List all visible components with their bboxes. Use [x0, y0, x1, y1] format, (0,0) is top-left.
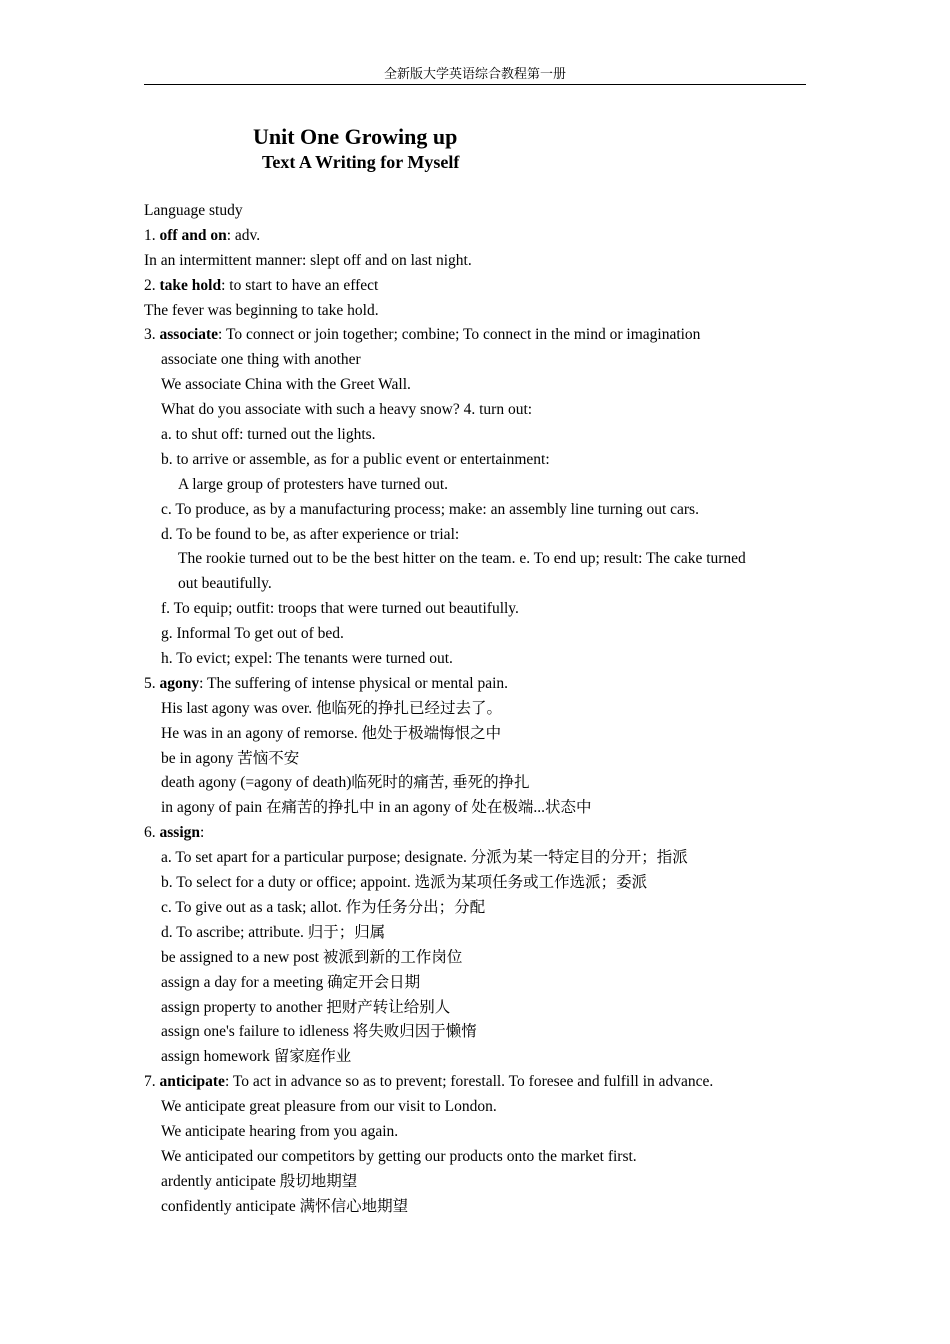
text-line — [144, 1120, 806, 1145]
text-line — [144, 946, 806, 971]
text-line — [144, 1070, 806, 1095]
text-line — [144, 971, 806, 996]
line-text: f. To equip; outfit: troops that were turned out beautifully. — [161, 600, 519, 618]
text-line — [144, 597, 806, 622]
line-text: be in agony 苦恼不安 — [161, 749, 300, 767]
text-line — [144, 448, 806, 473]
entry-term: take hold — [159, 276, 222, 294]
text-subtitle: Text A Writing for Myself — [262, 152, 460, 172]
text-line — [144, 1045, 806, 1070]
text-line — [144, 747, 806, 772]
line-text: b. To select for a duty or office; appoint. 选派为某项任务或工作选派；委派 — [161, 874, 648, 892]
text-line — [144, 771, 806, 796]
entry-term: assign — [159, 824, 200, 842]
line-text: We anticipated our competitors by getting our products onto the market first. — [161, 1147, 637, 1165]
entry-number: 6. — [144, 824, 160, 842]
line-text: g. Informal To get out of bed. — [161, 625, 344, 643]
text-line — [144, 697, 806, 722]
line-text: be assigned to a new post 被派到新的工作岗位 — [161, 948, 463, 966]
line-text: b. to arrive or assemble, as for a public event or entertainment: — [161, 450, 550, 468]
text-line — [144, 547, 806, 572]
running-header: 全新版大学英语综合教程第一册 — [144, 66, 806, 85]
entry-number: 5. — [144, 674, 160, 692]
text-line — [144, 498, 806, 523]
text-line — [144, 249, 806, 274]
unit-title: Unit One Growing up — [253, 124, 458, 149]
line-text: : — [200, 824, 205, 842]
text-line — [144, 672, 806, 697]
text-line — [144, 523, 806, 548]
line-text: a. to shut off: turned out the lights. — [161, 426, 376, 444]
line-text: in agony of pain 在痛苦的挣扎中 in an agony of 处在极端...状态中 — [161, 799, 592, 817]
line-text: assign a day for a meeting 确定开会日期 — [161, 973, 421, 991]
entry-number: 1. — [144, 226, 160, 244]
language-study-body — [144, 199, 806, 1220]
line-text: out beautifully. — [178, 575, 272, 593]
text-line — [144, 796, 806, 821]
line-text: assign homework 留家庭作业 — [161, 1048, 352, 1066]
text-line — [144, 1095, 806, 1120]
text-line — [144, 622, 806, 647]
line-text: death agony (=agony of death)临死时的痛苦, 垂死的挣扎 — [161, 774, 530, 792]
entry-term: agony — [159, 674, 200, 692]
entry-number: 7. — [144, 1073, 160, 1091]
text-line — [144, 373, 806, 398]
text-line — [144, 199, 806, 224]
line-text: associate one thing with another — [161, 351, 361, 369]
line-text: ardently anticipate 殷切地期望 — [161, 1172, 358, 1190]
text-line — [144, 996, 806, 1021]
text-line — [144, 473, 806, 498]
line-text: We anticipate hearing from you again. — [161, 1122, 399, 1140]
line-text: d. To ascribe; attribute. 归于；归属 — [161, 923, 386, 941]
line-text: : To connect or join together; combine; To connect in the mind or imagination — [218, 326, 701, 344]
line-text: assign one's failure to idleness 将失败归因于懒惰 — [161, 1023, 477, 1041]
text-line — [144, 871, 806, 896]
text-line — [144, 348, 806, 373]
text-line — [144, 323, 806, 348]
line-text: : The suffering of intense physical or mental pain. — [199, 674, 509, 692]
line-text: d. To be found to be, as after experience or trial: — [161, 525, 460, 543]
line-text: h. To evict; expel: The tenants were turned out. — [161, 650, 453, 668]
line-text: Language study — [144, 202, 243, 219]
entry-term: off and on — [159, 226, 227, 244]
line-text: We associate China with the Greet Wall. — [161, 376, 411, 394]
line-text: A large group of protesters have turned out. — [178, 475, 449, 493]
entry-term: anticipate — [159, 1073, 225, 1091]
text-line — [144, 398, 806, 423]
text-line — [144, 1145, 806, 1170]
text-line — [144, 896, 806, 921]
text-line — [144, 921, 806, 946]
line-text: confidently anticipate 满怀信心地期望 — [161, 1197, 409, 1215]
line-text: : To act in advance so as to prevent; forestall. To foresee and fulfill in advance. — [224, 1073, 714, 1091]
text-line — [144, 1020, 806, 1045]
entry-number: 3. — [144, 326, 160, 344]
text-line — [144, 821, 806, 846]
line-text: : to start to have an effect — [221, 276, 379, 294]
text-line — [144, 647, 806, 672]
text-line — [144, 423, 806, 448]
line-text: His last agony was over. 他临死的挣扎已经过去了。 — [161, 699, 502, 717]
line-text: In an intermittent manner: slept off and on last night. — [144, 251, 472, 269]
line-text: We anticipate great pleasure from our visit to London. — [161, 1098, 497, 1116]
text-line — [144, 846, 806, 871]
text-line — [144, 722, 806, 747]
entry-term: associate — [159, 326, 219, 344]
text-line — [144, 224, 806, 249]
line-text: The fever was beginning to take hold. — [144, 301, 379, 319]
line-text: c. To give out as a task; allot. 作为任务分出；分配 — [161, 898, 486, 916]
entry-number: 2. — [144, 276, 160, 294]
text-line — [144, 572, 806, 597]
line-text: The rookie turned out to be the best hitter on the team. e. To end up; result: The cake turned — [178, 550, 746, 568]
line-text: He was in an agony of remorse. 他处于极端悔恨之中 — [161, 724, 502, 742]
line-text: a. To set apart for a particular purpose; designate. 分派为某一特定目的分开；指派 — [161, 849, 688, 867]
text-line — [144, 1170, 806, 1195]
line-text: What do you associate with such a heavy snow? 4. turn out: — [161, 401, 533, 419]
text-line — [144, 299, 806, 324]
text-line — [144, 274, 806, 299]
line-text: : adv. — [226, 226, 261, 244]
text-line — [144, 1195, 806, 1220]
line-text: c. To produce, as by a manufacturing process; make: an assembly line turning out cars. — [161, 500, 699, 518]
line-text: assign property to another 把财产转让给别人 — [161, 998, 451, 1016]
